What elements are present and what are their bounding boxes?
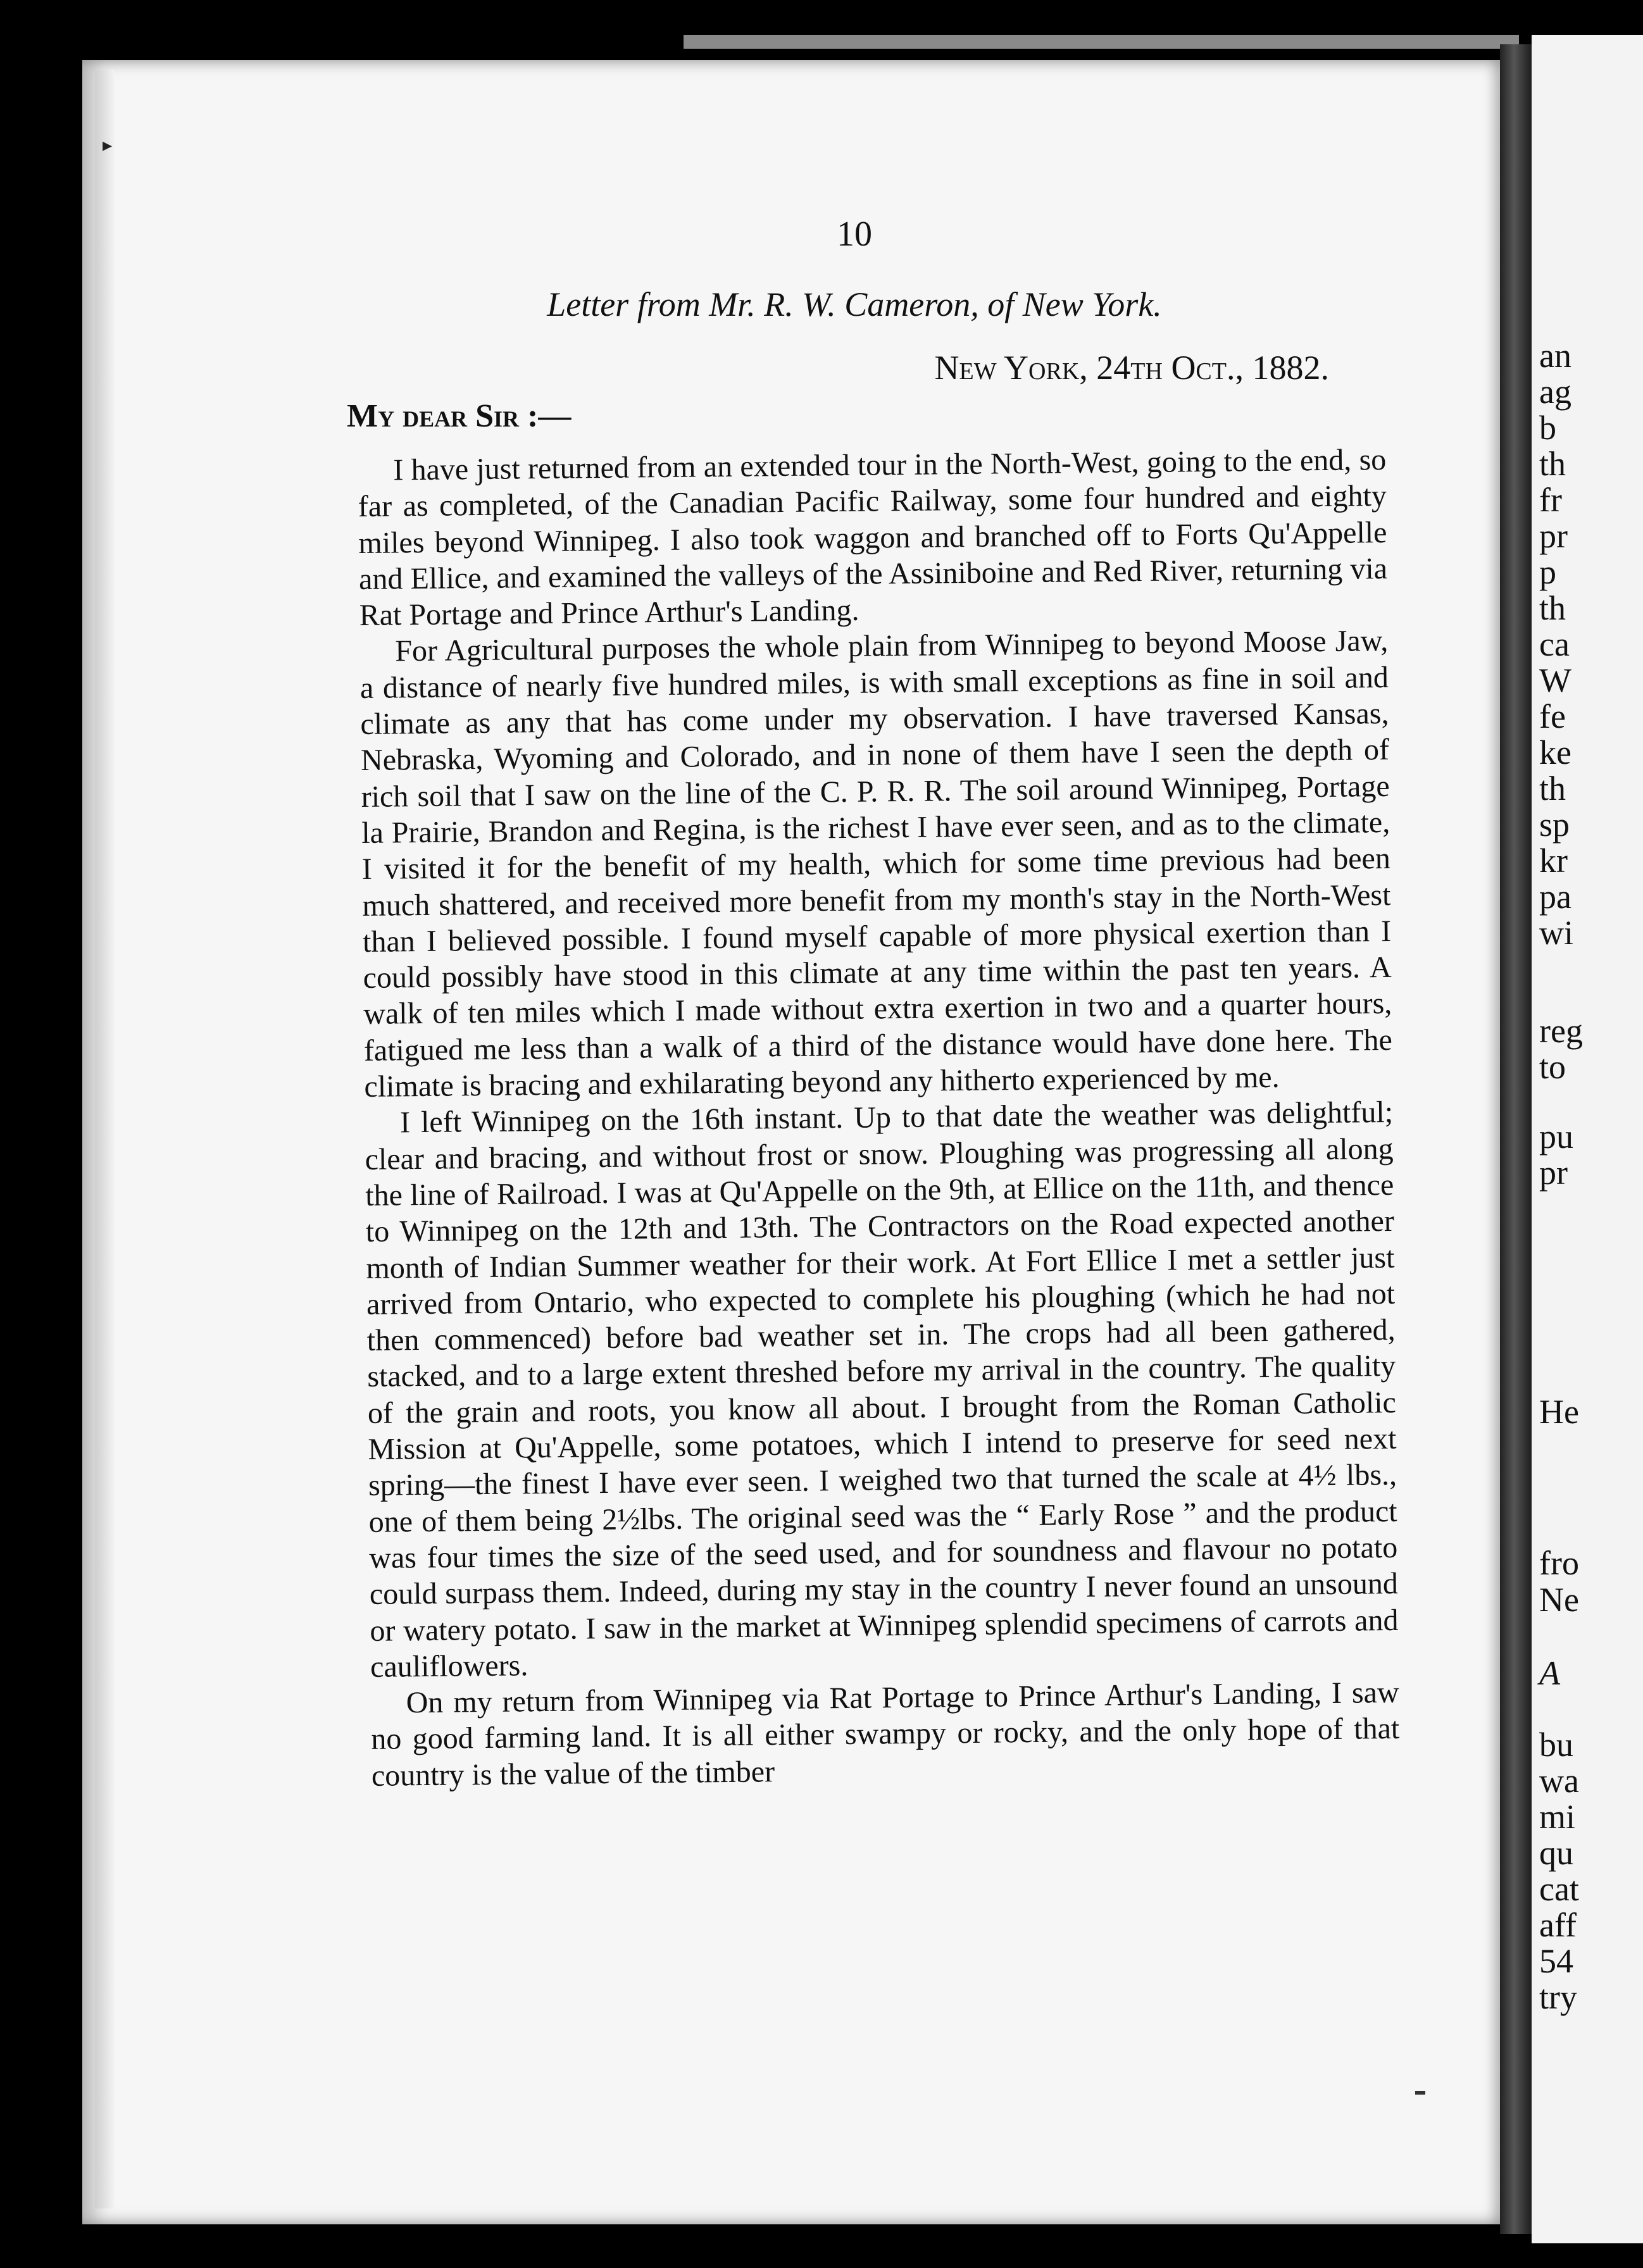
facing-line: ca	[1539, 625, 1570, 663]
facing-line: qu	[1539, 1834, 1573, 1872]
facing-line: fro	[1539, 1544, 1579, 1582]
facing-line: A	[1539, 1654, 1560, 1692]
ink-mark	[1415, 2091, 1425, 2095]
facing-line: b	[1539, 409, 1556, 447]
facing-line: He	[1539, 1393, 1579, 1431]
letter-body	[358, 442, 1400, 1794]
facing-line: fr	[1539, 481, 1562, 519]
facing-line: p	[1539, 553, 1556, 591]
page-edge-shadow	[95, 70, 114, 2209]
facing-page-fragment	[1532, 35, 1643, 2243]
facing-line: W	[1539, 661, 1571, 699]
facing-line: ag	[1539, 373, 1571, 411]
facing-line: sp	[1539, 806, 1570, 844]
facing-line: th	[1539, 589, 1566, 627]
book-gutter	[1500, 44, 1535, 2234]
paragraph: I left Winnipeg on the 16th instant. Up to that date the weather was delightful; clear and bracing, and without frost or snow. Ploughing was progressing all along the line of Railroad. I was at Qu'Appelle on the 9th, at Ellice on the 11th, and thence to Winnipeg on the 12th and 13th. The Contractors on the Road expected another month of Indian Summer weather for their work. At Fort Ellice I met a settler just arrived from Ontario, who expected to complete his ploughing (which he had not then commenced) before bad weather set in. The crops had all been gathered, stacked, and to a large extent threshed before my arrival in the country. The quality of the grain and roots, you know all about. I brought from the Roman Catholic Mission at Qu'Appelle, some potatoes, which I intend to preserve for seed next spring—the finest I have ever seen. I weighed two that turned the scale at 4½ lbs., one of them being 2½lbs. The original seed was the “ Early Rose ” and the product was four times the size of the seed used, and for soundness and flavour no potato could surpass them. Indeed, during my stay in the country I never found an unsound or watery potato. I saw in the market at Winnipeg splendid specimens of carrots and cauliflowers.	[365, 1095, 1399, 1684]
facing-line: pr	[1539, 1154, 1568, 1192]
facing-line: fe	[1539, 697, 1566, 735]
facing-line: Ne	[1539, 1581, 1579, 1619]
facing-line: cat	[1539, 1870, 1579, 1908]
facing-line: wa	[1539, 1762, 1579, 1800]
letter-dateline: New York, 24th Oct., 1882.	[934, 349, 1329, 387]
paragraph: I have just returned from an extended tour in the North-West, going to the end, so far as completed, of the Canadian Pacific Railway, some four hundred and eighty miles beyond Winnipeg. I also took waggon and branched off to Forts Qu'Appelle and Ellice, and examined the valleys of the Assiniboine and Red River, returning via Rat Portage and Prince Arthur's Landing.	[358, 442, 1388, 633]
letter-heading: Letter from Mr. R. W. Cameron, of New York.	[547, 285, 1162, 323]
margin-arrow-icon: ▸	[103, 135, 113, 156]
facing-line: pr	[1539, 517, 1568, 555]
facing-line: kr	[1539, 842, 1568, 880]
facing-line: 54	[1539, 1942, 1573, 1980]
paragraph: For Agricultural purposes the whole plain from Winnipeg to beyond Moose Jaw, a distance of nearly five hundred miles, is with small exceptions as fine in soil and climate as any that has come under my observation. I have traversed Kansas, Nebraska, Wyoming and Colorado, and in none of them have I seen the depth of rich soil that I saw on the line of the C. P. R. R. The soil around Winnipeg, Portage la Prairie, Brandon and Regina, is the richest I have ever seen, and as to the climate, I visited it for the benefit of my health, which for some time previous had been much shattered, and received more benefit from my month's stay in the North-West than I believed possible. I found myself capable of more physical exertion than I could possibly have stood in this climate at any time within the past ten years. A walk of ten miles which I made without extra exertion in two and a quarter hours, fatigued me less than a walk of a third of the distance would have done here. The climate is bracing and exhilarating beyond any hitherto experienced by me.	[359, 624, 1393, 1104]
facing-line: th	[1539, 770, 1566, 807]
facing-line: an	[1539, 337, 1571, 375]
letter-salutation: My dear Sir :—	[347, 398, 572, 434]
facing-line: to	[1539, 1048, 1566, 1086]
paragraph: On my return from Winnipeg via Rat Portage to Prince Arthur's Landing, I saw no good farming land. It is all either swampy or rocky, and the only hope of that country is the value of the timber	[371, 1675, 1400, 1793]
facing-line: ke	[1539, 733, 1571, 771]
page-number: 10	[837, 215, 872, 254]
facing-line: th	[1539, 445, 1566, 483]
facing-line: mi	[1539, 1798, 1576, 1836]
scan-top-strip	[684, 35, 1519, 49]
facing-line: pu	[1539, 1118, 1573, 1156]
facing-line: bu	[1539, 1726, 1573, 1764]
facing-line: reg	[1539, 1012, 1583, 1050]
facing-line: aff	[1539, 1906, 1577, 1944]
facing-line: try	[1539, 1978, 1577, 2016]
facing-line: pa	[1539, 878, 1571, 916]
facing-line: wi	[1539, 914, 1573, 952]
